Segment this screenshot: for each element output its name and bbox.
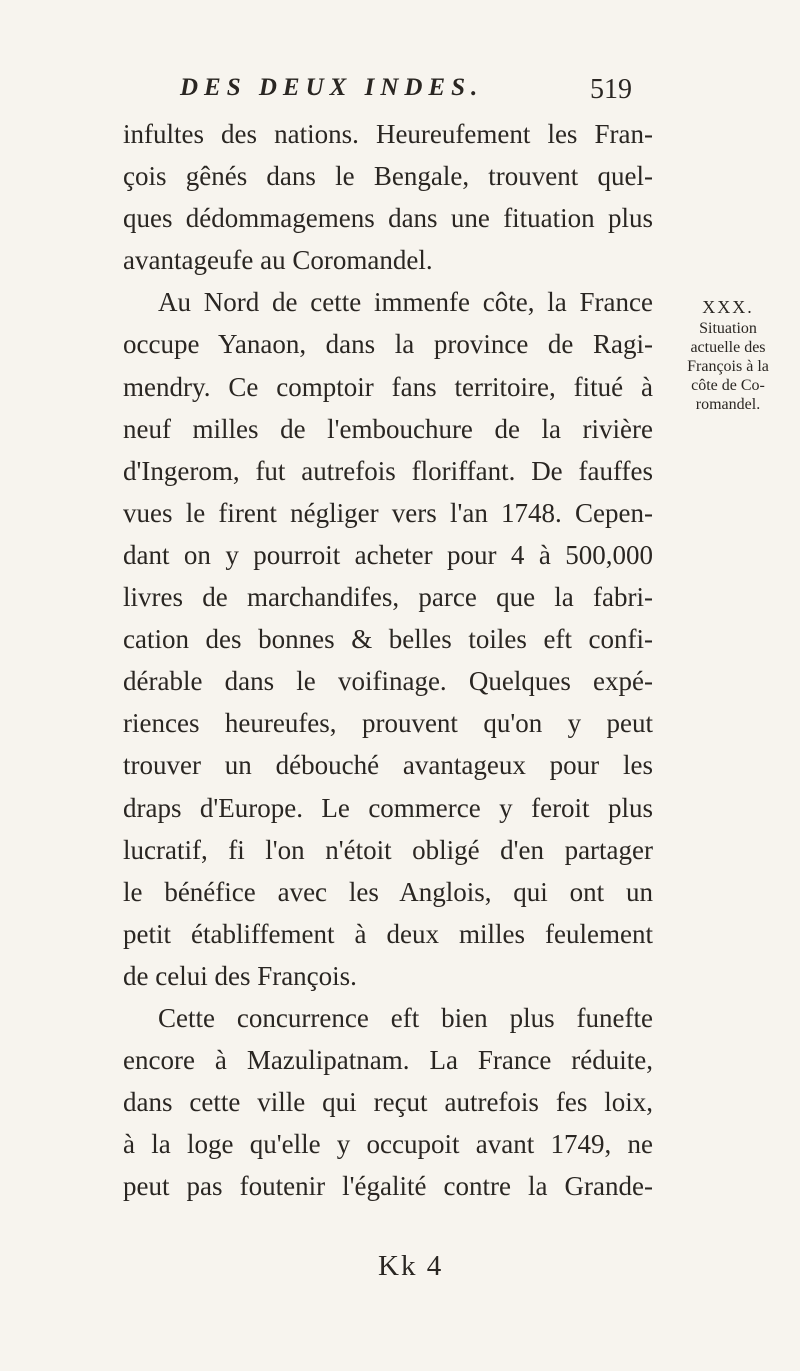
text-line: lucratif, fi l'on n'étoit obligé d'en partager — [123, 834, 653, 865]
text-line: dérable dans le voifinage. Quelques expé- — [123, 666, 653, 697]
text-line: çois gênés dans le Bengale, trouvent quel- — [123, 161, 653, 192]
margin-note-line: Situation — [699, 320, 757, 337]
body-text — [123, 113, 653, 1207]
margin-note-line: actuelle des — [690, 339, 766, 356]
text-line: draps d'Europe. Le commerce y feroit plus — [123, 792, 653, 823]
text-line: dans cette ville qui reçut autrefois fes loix, — [123, 1087, 653, 1118]
page-number: 519 — [590, 74, 632, 105]
text-line: le bénéfice avec les Anglois, qui ont un — [123, 876, 653, 907]
running-header — [180, 74, 660, 105]
running-title: DES DEUX INDES. — [180, 74, 484, 101]
text-line: trouver un débouché avantageux pour les — [123, 750, 653, 781]
text-line: d'Ingerom, fut autrefois floriffant. De fauffes — [123, 455, 653, 486]
text-line: occupe Yanaon, dans la province de Ragi- — [123, 329, 653, 360]
text-line: neuf milles de l'embouchure de la rivière — [123, 413, 653, 444]
margin-note-line: romandel. — [695, 396, 761, 413]
margin-note-line: côte de Co- — [691, 377, 765, 394]
margin-note — [662, 298, 794, 414]
text-line: Au Nord de cette immenfe côte, la France — [158, 287, 653, 318]
signature-mark: Kk 4 — [378, 1250, 444, 1282]
text-line: dant on y pourroit acheter pour 4 à 500,000 — [123, 539, 653, 570]
text-line: riences heureufes, prouvent qu'on y peut — [123, 708, 653, 739]
text-line: encore à Mazulipatnam. La France réduite, — [123, 1045, 653, 1076]
text-line: petit établiffement à deux milles feulement — [123, 918, 653, 949]
text-line: Cette concurrence eft bien plus funefte — [158, 1002, 653, 1033]
text-line: avantageufe au Coromandel. — [123, 245, 433, 276]
text-line: à la loge qu'elle y occupoit avant 1749, ne — [123, 1129, 653, 1160]
text-line: peut pas foutenir l'égalité contre la Grande- — [123, 1171, 653, 1202]
text-line: de celui des François. — [123, 960, 357, 991]
margin-note-number: XXX. — [702, 297, 754, 317]
text-line: ques dédommagemens dans une fituation plus — [123, 203, 653, 234]
text-line: livres de marchandifes, parce que la fabri- — [123, 582, 653, 613]
text-line: cation des bonnes & belles toiles eft confi- — [123, 624, 653, 655]
text-line: mendry. Ce comptoir fans territoire, fitué à — [123, 371, 653, 402]
margin-note-line: François à la — [687, 358, 769, 375]
text-line: vues le firent négliger vers l'an 1748. Cepen- — [123, 497, 653, 528]
text-line: infultes des nations. Heureufement les Fran- — [123, 119, 653, 149]
